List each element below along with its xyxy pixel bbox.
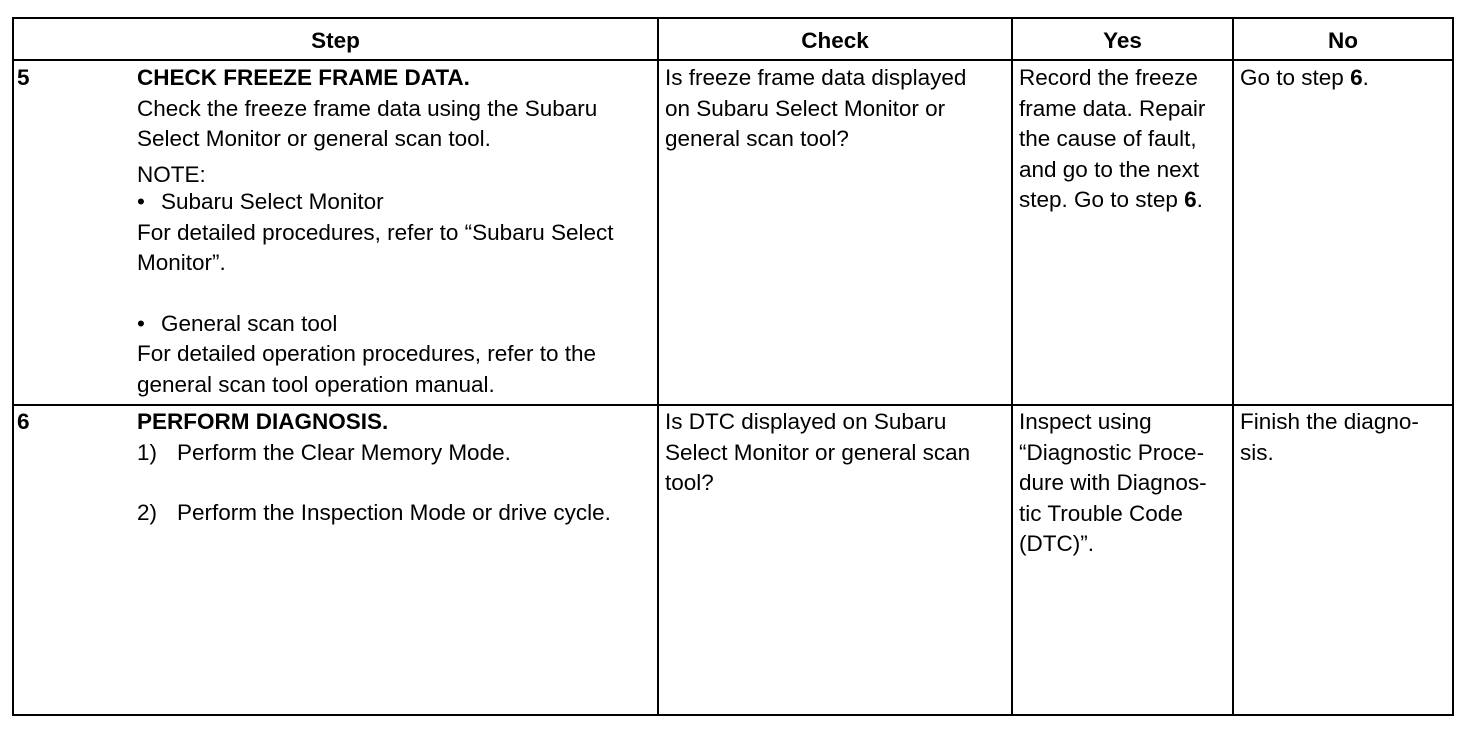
bullet-detail: For detailed procedures, refer to “Subaru Select [137, 219, 614, 245]
step-content [137, 63, 614, 400]
yes-cell: Record the freeze frame data. Repair the cause of fault, and go to the next step. Go to step 6. [1019, 65, 1206, 212]
column-divider-check [657, 19, 659, 714]
row-divider [14, 404, 1452, 406]
no-cell: Go to step 6. [1240, 65, 1369, 90]
step-title: CHECK FREEZE FRAME DATA. [137, 65, 470, 90]
column-divider-yes [1011, 19, 1013, 714]
header-yes: Yes [1103, 28, 1142, 53]
step-text-line: Check the freeze frame data using the Subaru [137, 95, 598, 121]
step-content [137, 407, 611, 529]
step-title: PERFORM DIAGNOSIS. [137, 409, 389, 434]
step-text-line: Select Monitor or general scan tool. [137, 126, 491, 151]
step-reference: 6 [1184, 187, 1197, 212]
header-step: Step [311, 28, 360, 53]
step-number: 6 [17, 409, 30, 434]
bullet-detail: general scan tool operation manual. [137, 371, 495, 397]
bullet-item: • Subaru Select Monitor [137, 187, 614, 218]
bullet-mark: • [137, 189, 145, 214]
check-cell: Is freeze frame data displayed on Subaru Select Monitor or general scan tool? [665, 65, 967, 151]
column-divider-no [1232, 19, 1234, 714]
note-label: NOTE: [137, 161, 206, 187]
header-check: Check [801, 28, 869, 53]
diagnostic-table [12, 17, 1454, 716]
bullet-detail: Monitor”. [137, 250, 226, 275]
yes-cell: Inspect using “Diagnostic Proce- dure with Diagnos- tic Trouble Code (DTC)”. [1019, 409, 1207, 556]
bullet-detail: For detailed operation procedures, refer to the [137, 341, 597, 366]
check-cell: Is DTC displayed on Subaru Select Monitor or general scan tool? [665, 409, 971, 495]
bullet-mark: • [137, 310, 145, 336]
no-cell: Finish the diagno- sis. [1240, 409, 1419, 465]
bullet-item: • General scan tool [137, 309, 614, 340]
step-reference: 6 [1350, 65, 1363, 90]
header-no: No [1328, 28, 1358, 53]
step-number: 5 [17, 65, 30, 90]
numbered-step: 1) Perform the Clear Memory Mode. [137, 439, 511, 465]
numbered-step: 2) Perform the Inspection Mode or drive cycle. [137, 500, 611, 525]
header-divider [14, 59, 1452, 61]
